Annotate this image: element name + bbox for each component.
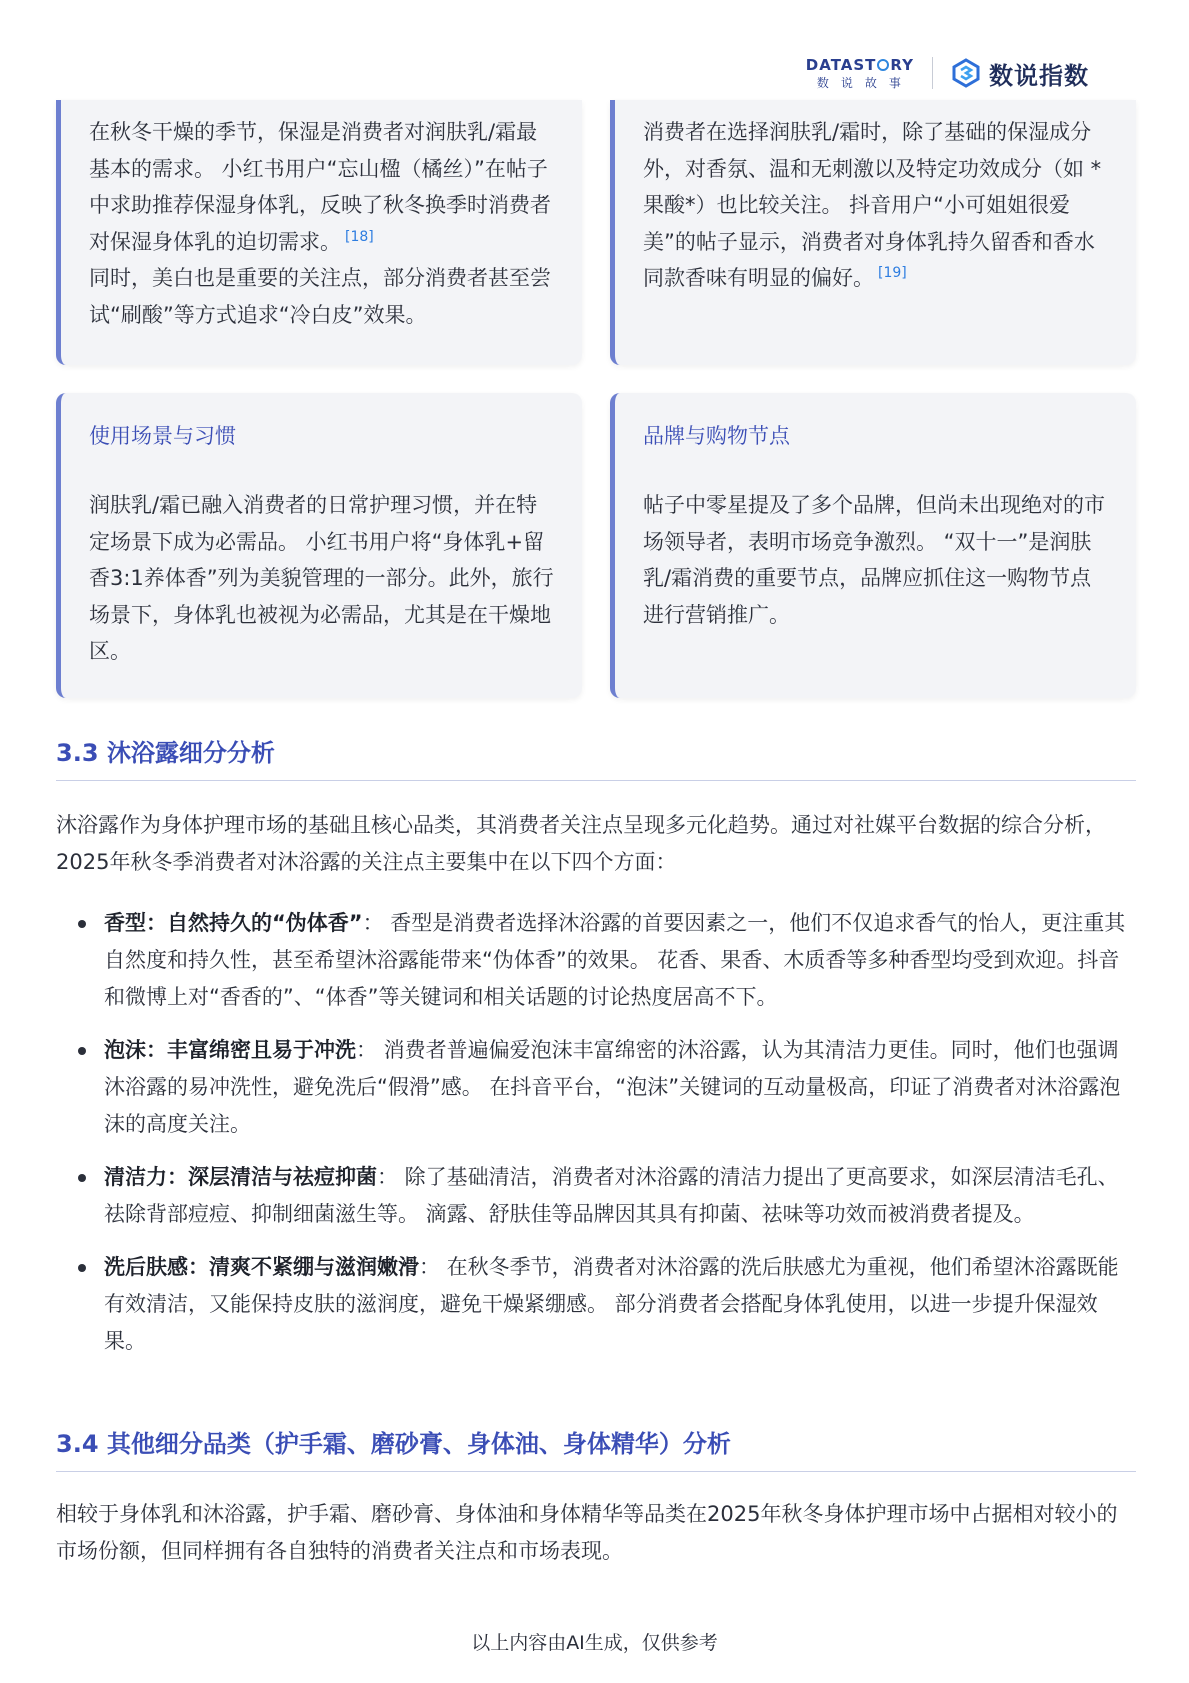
- list-item: [104, 1032, 1136, 1143]
- card-body: [643, 114, 1112, 297]
- list-item: [104, 1249, 1136, 1360]
- header-divider: [932, 57, 933, 89]
- page-header: [806, 48, 1089, 98]
- brand-name: 数说指数: [989, 61, 1089, 90]
- list-item-label: 香型：自然持久的“伪体香”: [104, 911, 363, 935]
- list-item-label: 清洁力：深层清洁与祛痘抑菌: [104, 1165, 377, 1189]
- card-text: 在秋冬干燥的季节，保湿是消费者对润肤乳/霜最基本的需求。 小红书用户“忘山楹（橘丝）”在帖子中求助推荐保湿身体乳，反映了秋冬换季时消费者对保湿身体乳的迫切需求。: [89, 120, 551, 254]
- card-body: [89, 114, 558, 333]
- info-card-usage-scenarios: [56, 393, 582, 698]
- list-item-label: 泡沫：丰富绵密且易于冲洗: [104, 1038, 356, 1062]
- shushuo-logo: [951, 56, 1089, 91]
- list-item: [104, 905, 1136, 1016]
- list-item-text: ： 在秋冬季节，消费者对沐浴露的洗后肤感尤为重视，他们希望沐浴露既能有效清洁，又能保持皮肤的滋润度，避免干燥紧绷感。 部分消费者会搭配身体乳使用，以进一步提升保湿效果。: [104, 1255, 1119, 1353]
- card-text-continued: 同时，美白也是重要的关注点，部分消费者甚至尝试“刷酸”等方式追求“冷白皮”效果。: [89, 266, 551, 327]
- card-text: 帖子中零星提及了多个品牌，但尚未出现绝对的市场领导者，表明市场竞争激烈。 “双十一”是润肤乳/霜消费的重要节点，品牌应抓住这一购物节点进行营销推广。: [643, 493, 1105, 627]
- shushuo-logo-icon: [951, 58, 981, 88]
- info-card-ingredients-fragrance: [610, 100, 1136, 365]
- list-item: [104, 1159, 1136, 1233]
- ai-disclaimer-footer: 以上内容由AI生成，仅供参考: [471, 1632, 718, 1654]
- section-heading-3-3: 3.3 沐浴露细分分析: [56, 733, 1136, 781]
- card-text: 消费者在选择润肤乳/霜时，除了基础的保湿成分外，对香氛、温和无刺激以及特定功效成分（如 *果酸*）也比较关注。 抖音用户“小可姐姐很爱美”的帖子显示，消费者对身体乳持久留香和香水同款香味有明显的偏好。: [643, 120, 1102, 290]
- focus-points-list: [104, 905, 1136, 1376]
- citation-link[interactable]: [18]: [345, 228, 374, 245]
- card-title: 使用场景与习惯: [89, 424, 236, 448]
- card-text: 润肤乳/霜已融入消费者的日常护理习惯，并在特定场景下成为必需品。 小红书用户将“身体乳+留香3:1养体香”列为美貌管理的一部分。此外，旅行场景下，身体乳也被视为必需品，尤其是在干燥地区。: [89, 493, 554, 663]
- card-title: 品牌与购物节点: [643, 424, 790, 448]
- datastory-logo-cn: 数说故事: [816, 75, 913, 90]
- list-item-text: ： 香型是消费者选择沐浴露的首要因素之一，他们不仅追求香气的怡人，更注重其自然度和持久性，甚至希望沐浴露能带来“伪体香”的效果。 花香、果香、木质香等多种香型均受到欢迎。抖音和微博上对“香香的”、“体香”等关键词和相关话题的讨论热度居高不下。: [104, 911, 1126, 1009]
- datastory-logo: [805, 55, 914, 90]
- section-intro: 相较于身体乳和沐浴露，护手霜、磨砂膏、身体油和身体精华等品类在2025年秋冬身体护理市场中占据相对较小的市场份额，但同样拥有各自独特的消费者关注点和市场表现。: [56, 1502, 1118, 1563]
- info-card-moisturizing-needs: [56, 100, 582, 365]
- section-heading-3-4: 3.4 其他细分品类（护手霜、磨砂膏、身体油、身体精华）分析: [56, 1424, 1136, 1472]
- info-card-brands-shopping: [610, 393, 1136, 698]
- list-item-text: ： 消费者普遍偏爱泡沫丰富绵密的沐浴露，认为其清洁力更佳。同时，他们也强调沐浴露的易冲洗性，避免洗后“假滑”感。 在抖音平台，“泡沫”关键词的互动量极高，印证了消费者对沐浴露泡沫的高度关注。: [104, 1038, 1121, 1136]
- citation-link[interactable]: [19]: [878, 265, 907, 281]
- list-item-label: 洗后肤感：清爽不紧绷与滋润嫩滑: [104, 1255, 419, 1279]
- list-item-text: ： 除了基础清洁，消费者对沐浴露的清洁力提出了更高要求，如深层清洁毛孔、祛除背部痘痘、抑制细菌滋生等。 滴露、舒肤佳等品牌因其具有抑菌、祛味等功效而被消费者提及。: [104, 1165, 1119, 1226]
- section-intro: 沐浴露作为身体护理市场的基础且核心品类，其消费者关注点呈现多元化趋势。通过对社媒平台数据的综合分析，2025年秋冬季消费者对沐浴露的关注点主要集中在以下四个方面：: [56, 813, 1106, 874]
- datastory-logo-en: DATAST RY: [805, 55, 914, 74]
